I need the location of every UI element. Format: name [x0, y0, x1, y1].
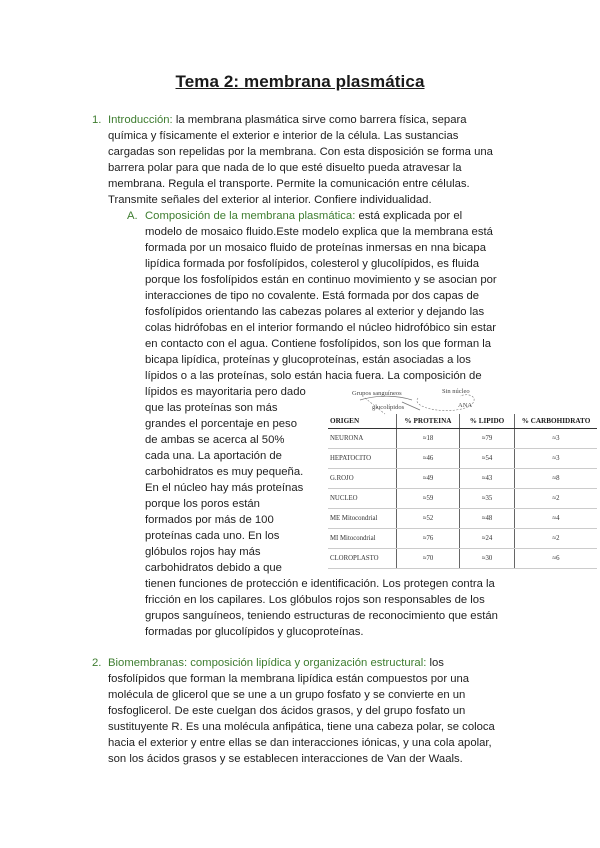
table-row — [328, 429, 597, 449]
subsection-a-line: modelo de mosaico fluido.Este modelo explica que la membrana está — [145, 226, 493, 238]
table-row — [328, 549, 597, 569]
subsection-a-end-line: fricción en los capilares. Los glóbulos rojos son responsables de los — [145, 594, 485, 606]
table-cell: ≈49 — [397, 469, 460, 489]
section-1-line: Transmite señales del exterior al interior. Confiere individualidad. — [108, 194, 432, 206]
table-row — [328, 489, 597, 509]
section-1-label: Introducción: — [108, 114, 173, 126]
annotation-glycolipids: glucolípidos — [372, 404, 405, 411]
table-row — [328, 469, 597, 489]
table-cell: ≈76 — [397, 529, 460, 549]
subsection-a-line: porque los fosfolípidos están en continuo movimiento y se asocian por — [145, 274, 497, 286]
subsection-a-narrow-line: de ambas se acerca al 50% — [145, 434, 285, 446]
table-cell: NEURONA — [328, 429, 397, 449]
table-row — [328, 509, 597, 529]
subsection-a-line: en contacto con el agua. Contiene fosfolípidos, son los que forman la — [145, 338, 492, 350]
section-1-number: 1. — [92, 114, 102, 126]
table-cell: ≈2 — [515, 529, 598, 549]
section-1-line: barrera polar para que nada de lo que esté disuelto pueda atravesar la — [108, 162, 462, 174]
table-cell: ≈30 — [460, 549, 515, 569]
table-cell: CLOROPLASTO — [328, 549, 397, 569]
annotation-groups: Grupos sanguíneos — [352, 390, 402, 397]
subsection-a-narrow-line: glóbulos rojos hay más — [145, 546, 261, 558]
table-header-row — [328, 414, 597, 429]
subsection-a-line: formada por un mosaico fluido de proteínas inmersas en nna bicapa — [145, 242, 486, 254]
section-2-line: sustituyente R. Es una molécula anfipática, tiene una cabeza polar, se coloca — [108, 721, 495, 733]
table-cell: ≈6 — [515, 549, 598, 569]
table-cell: ≈8 — [515, 469, 598, 489]
composition-table — [328, 414, 598, 564]
subsection-a-end-line: tienen funciones de protección e identificación. Los protegen contra la — [145, 578, 495, 590]
annotation-ana: ANA — [458, 402, 473, 409]
subsection-a-line: fosfolípidos orientando las cabezas polares al exterior y dejando las — [145, 306, 485, 318]
subsection-a-letter: A. — [127, 210, 138, 222]
section-2-line: son los ácidos grasos y se establecen interacciones de Van der Waals. — [108, 753, 463, 765]
subsection-a-line: bicapa lipídica, proteínas y glucoproteínas, están asociadas a los — [145, 354, 471, 366]
table-cell: ≈3 — [515, 449, 598, 469]
section-1-line: membrana. Regula el transporte. Permite la comunicación entre células. — [108, 178, 470, 190]
table-cell: ≈46 — [397, 449, 460, 469]
table-cell: ≈43 — [460, 469, 515, 489]
subsection-a-narrow-line: proteínas cada uno. En los — [145, 530, 280, 542]
subsection-a-narrow-line: En el núcleo hay más proteínas — [145, 482, 304, 494]
table-cell: G.ROJO — [328, 469, 397, 489]
subsection-a-narrow-line: carbohidratos debido a que — [145, 562, 282, 574]
table-header-protein: % PROTEINA — [397, 414, 460, 429]
section-2-line: fosfolípidos que forman la membrana lipídica están compuestos por una — [108, 673, 470, 685]
subsection-a-narrow-line: carbohidratos es muy pequeña. — [145, 466, 304, 478]
table-cell: ≈54 — [460, 449, 515, 469]
section-2-line: fosfoglicerol. De este cuelgan dos ácidos grasos, y del grupo fosfato un — [108, 705, 466, 717]
section-2-line1-rest: los — [426, 657, 444, 669]
table-cell: ≈79 — [460, 429, 515, 449]
section-1-line: cargadas son repelidas por la membrana. Con esta disposición se forma una — [108, 146, 493, 158]
table-cell: ≈35 — [460, 489, 515, 509]
subsection-a-end-line: grupos sanguíneos, teniendo estructuras de reconocimiento que están — [145, 610, 498, 622]
subsection-a-first-line — [145, 208, 462, 224]
page-title: Tema 2: membrana plasmática — [175, 72, 425, 91]
subsection-a-line: colas hidrófobas en el interior formando el núcleo hidrofóbico sin estar — [145, 322, 497, 334]
table-cell: ≈52 — [397, 509, 460, 529]
subsection-a-narrow-line: formados por más de 100 — [145, 514, 274, 526]
section-2-first-line — [108, 655, 444, 671]
table-header-origin: ORIGEN — [328, 414, 397, 429]
table-cell: MI Mitocondrial — [328, 529, 397, 549]
table-cell: ≈3 — [515, 429, 598, 449]
subsection-a-narrow-line: cada una. La aportación de — [145, 450, 282, 462]
table-cell: ≈18 — [397, 429, 460, 449]
section-1-first-line — [108, 112, 467, 128]
section-1-line: química y físicamente el exterior e interior de la célula. Las sustancias — [108, 130, 459, 142]
annotation-no-nucleus: Sin núcleo — [442, 388, 470, 395]
section-2-line: hacia el exterior y entre ellas se dan interacciones iónicas, y una cola apolar, — [108, 737, 492, 749]
subsection-a-line: lipídica formada por fosfolípidos, colesterol y glucolípidos, es fluida — [145, 258, 480, 270]
section-2-line: molécula de glicerol que se une a un grupo fosfato y se convierte en un — [108, 689, 466, 701]
section-2-label: Biomembranas: composición lipídica y organización estructural: — [108, 657, 427, 669]
table-cell: ≈2 — [515, 489, 598, 509]
table-cell: ≈4 — [515, 509, 598, 529]
table-cell: HEPATOCITO — [328, 449, 397, 469]
subsection-a-end-line: formadas por glucolípidos y glucoproteínas. — [145, 626, 364, 638]
subsection-a-line: interacciones de tipo no covalente. Está formada por dos capas de — [145, 290, 480, 302]
section-1-line1-rest: la membrana plasmática sirve como barrera física, separa — [172, 114, 467, 126]
table-cell: ≈59 — [397, 489, 460, 509]
subsection-a-narrow-line: porque los poros están — [145, 498, 260, 510]
table-header-carbohydrate: % CARBOHIDRATO — [515, 414, 598, 429]
subsection-a-line1-rest: está explicada por el — [355, 210, 463, 222]
table-header-lipid: % LIPIDO — [460, 414, 515, 429]
subsection-a-label: Composición de la membrana plasmática: — [145, 210, 356, 222]
section-2-number: 2. — [92, 657, 102, 669]
table-cell: ≈70 — [397, 549, 460, 569]
table-cell: ME Mitocondrial — [328, 509, 397, 529]
subsection-a-narrow-line: que las proteínas son más — [145, 402, 278, 414]
subsection-a-narrow-line: lípidos es mayoritaria pero dado — [145, 386, 306, 398]
table-row — [328, 529, 597, 549]
table-cell: NUCLEO — [328, 489, 397, 509]
subsection-a-line: lípidos o a las proteínas, solo están hacia fuera. La composición de — [145, 370, 482, 382]
subsection-a-narrow-line: grandes el porcentaje en peso — [145, 418, 297, 430]
table-row — [328, 449, 597, 469]
table-cell: ≈48 — [460, 509, 515, 529]
table-cell: ≈24 — [460, 529, 515, 549]
